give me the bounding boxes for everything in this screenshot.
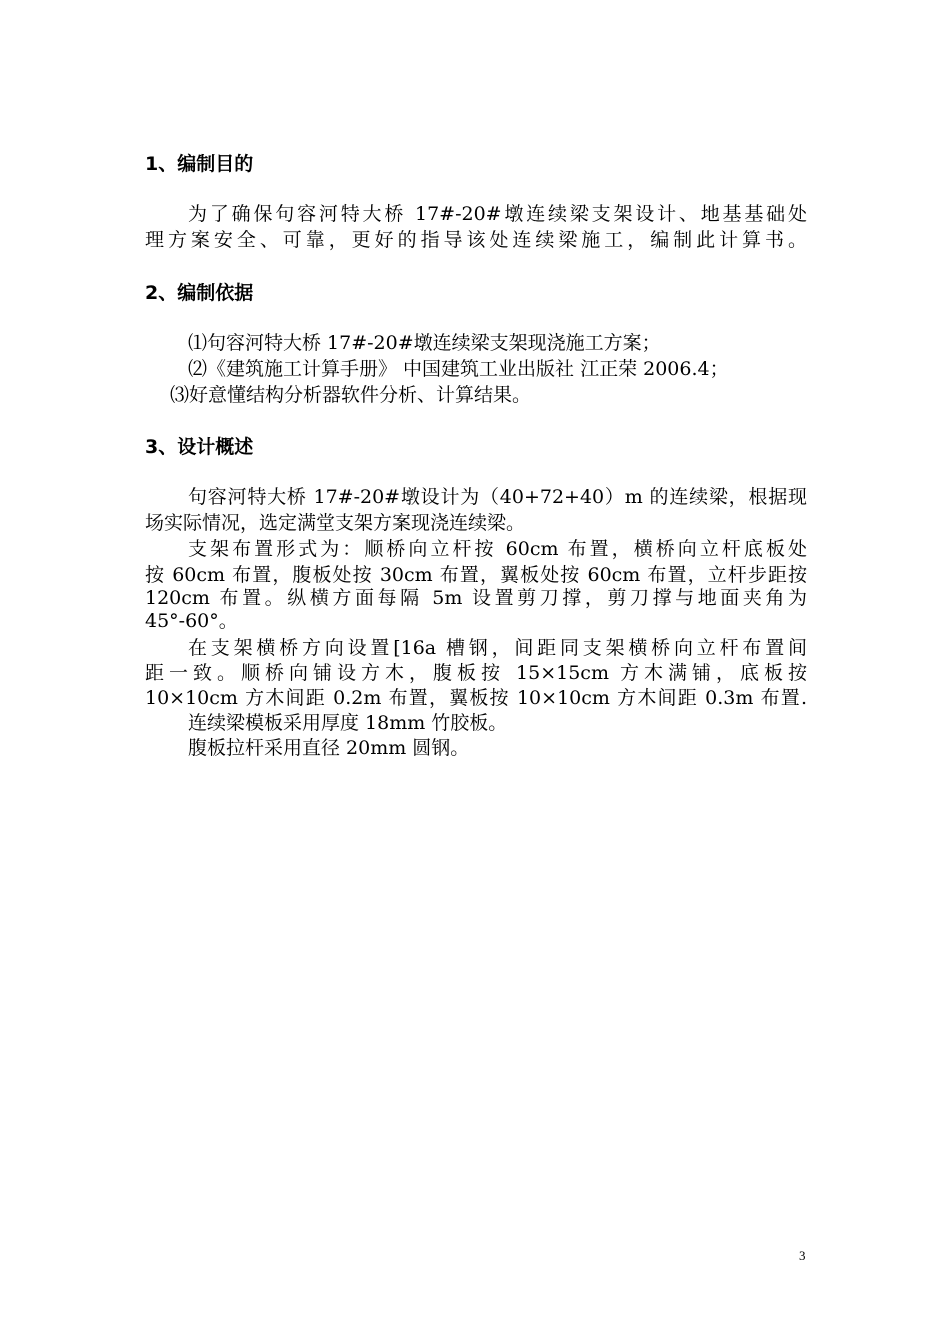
paragraph-line: 为了确保句容河特大桥 17#-20#墩连续梁支架设计、地基基础处 — [188, 203, 807, 225]
section-heading-purpose: 1、编制目的 — [145, 153, 254, 175]
page-number: 3 — [799, 1248, 806, 1263]
paragraph-line: 10×10cm 方木间距 0.2m 布置，翼板按 10×10cm 方木间距 0.3m 布置. — [145, 687, 807, 709]
reference-item: ⑶好意懂结构分析器软件分析、计算结果。 — [170, 384, 532, 406]
paragraph-line: 在支架横桥方向设置[16a 槽钢，间距同支架横桥向立杆布置间 — [188, 637, 807, 659]
paragraph-line: 45°-60°。 — [145, 610, 238, 632]
reference-item: ⑵《建筑施工计算手册》 中国建筑工业出版社 江正荣 2006.4； — [188, 358, 729, 380]
section-heading-basis: 2、编制依据 — [145, 282, 254, 304]
paragraph-line: 连续梁模板采用厚度 18mm 竹胶板。 — [188, 712, 508, 734]
paragraph-line: 句容河特大桥 17#-20#墩设计为（40+72+40）m 的连续梁，根据现 — [188, 486, 807, 508]
paragraph-line: 支架布置形式为：顺桥向立杆按 60cm 布置，横桥向立杆底板处 — [188, 538, 807, 560]
reference-item: ⑴句容河特大桥 17#-20#墩连续梁支架现浇施工方案； — [188, 332, 661, 354]
paragraph-line: 理方案安全、可靠，更好的指导该处连续梁施工，编制此计算书。 — [145, 229, 807, 251]
paragraph-line: 距一致。顺桥向铺设方木，腹板按 15×15cm 方木满铺，底板按 — [145, 662, 807, 684]
paragraph-line: 场实际情况，选定满堂支架方案现浇连续梁。 — [145, 512, 526, 534]
paragraph-line: 按 60cm 布置，腹板处按 30cm 布置，翼板处按 60cm 布置，立杆步距按 — [145, 564, 807, 586]
section-heading-overview: 3、设计概述 — [145, 436, 254, 458]
paragraph-line: 120cm 布置。纵横方面每隔 5m 设置剪刀撑，剪刀撑与地面夹角为 — [145, 587, 807, 609]
paragraph-line: 腹板拉杆采用直径 20mm 圆钢。 — [188, 737, 470, 759]
